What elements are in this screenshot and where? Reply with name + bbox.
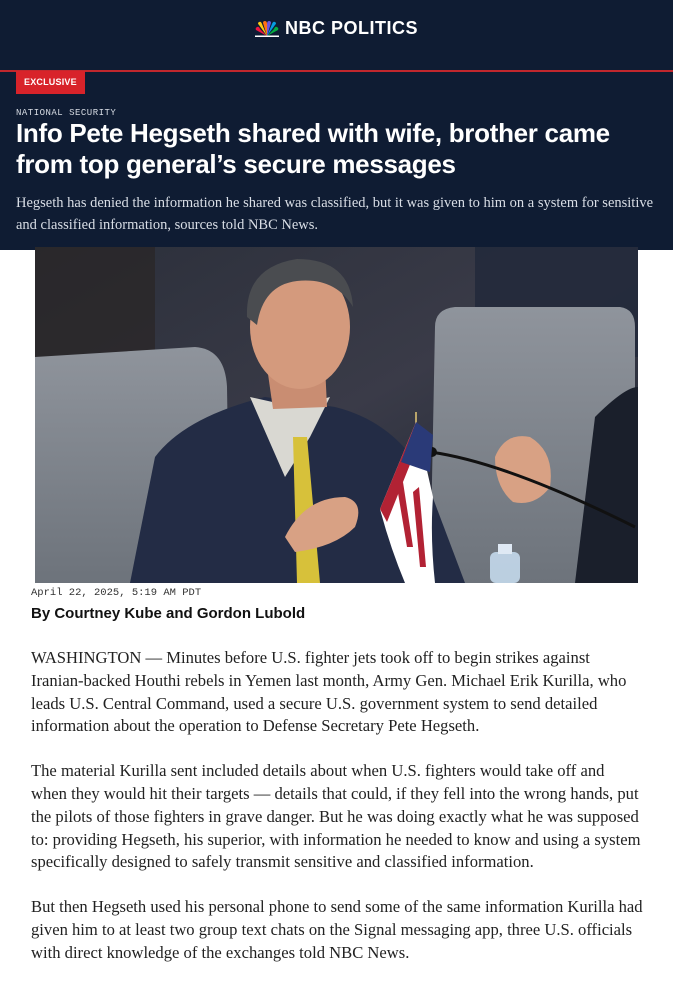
article-dek: Hegseth has denied the information he shared was classified, but it was given to him on a system for sensitive and classified information, sources told NBC News.: [16, 195, 654, 233]
lead-photo: [35, 247, 638, 583]
byline[interactable]: By Courtney Kube and Gordon Lubold: [31, 605, 306, 622]
brand-logo[interactable]: [0, 18, 673, 39]
body-paragraph: But then Hegseth used his personal phone to send some of the same information Kurilla had given him to at least two group text chats on the Signal messaging app, three U.S. officials with direct knowledge of the exchanges told NBC News.: [31, 897, 643, 962]
brand-name: NBC POLITICS: [284, 18, 418, 38]
lead-photo-illustration: [35, 247, 638, 583]
peacock-logo-icon: [255, 21, 279, 37]
section-label[interactable]: NATIONAL SECURITY: [16, 108, 117, 118]
publish-timestamp: April 22, 2025, 5:19 AM PDT: [31, 587, 202, 599]
article-body: [31, 647, 643, 987]
article-headline: Info Pete Hegseth shared with wife, brother came from top general’s secure messages: [16, 118, 610, 179]
body-paragraph: WASHINGTON — Minutes before U.S. fighter jets took off to begin strikes against Iranian-backed Houthi rebels in Yemen last month, Army Gen. Michael Erik Kurilla, who leads U.S. Central Command, used a secure U.S. government system to send detailed information about the operation to Defense Secretary Pete Hegseth.: [31, 648, 627, 736]
exclusive-badge: EXCLUSIVE: [16, 71, 85, 94]
article-header: [0, 0, 673, 250]
header-divider: [0, 70, 673, 72]
body-paragraph: The material Kurilla sent included details about when U.S. fighters would take off and when they would hit their targets — details that could, if they fell into the wrong hands, put the pilots of those fighters in grave danger. But he was doing exactly what he was supposed to: providing Hegseth, his superior, with information he needed to know and using a system specifically designed to safely transmit sensitive and classified information.: [31, 761, 641, 872]
